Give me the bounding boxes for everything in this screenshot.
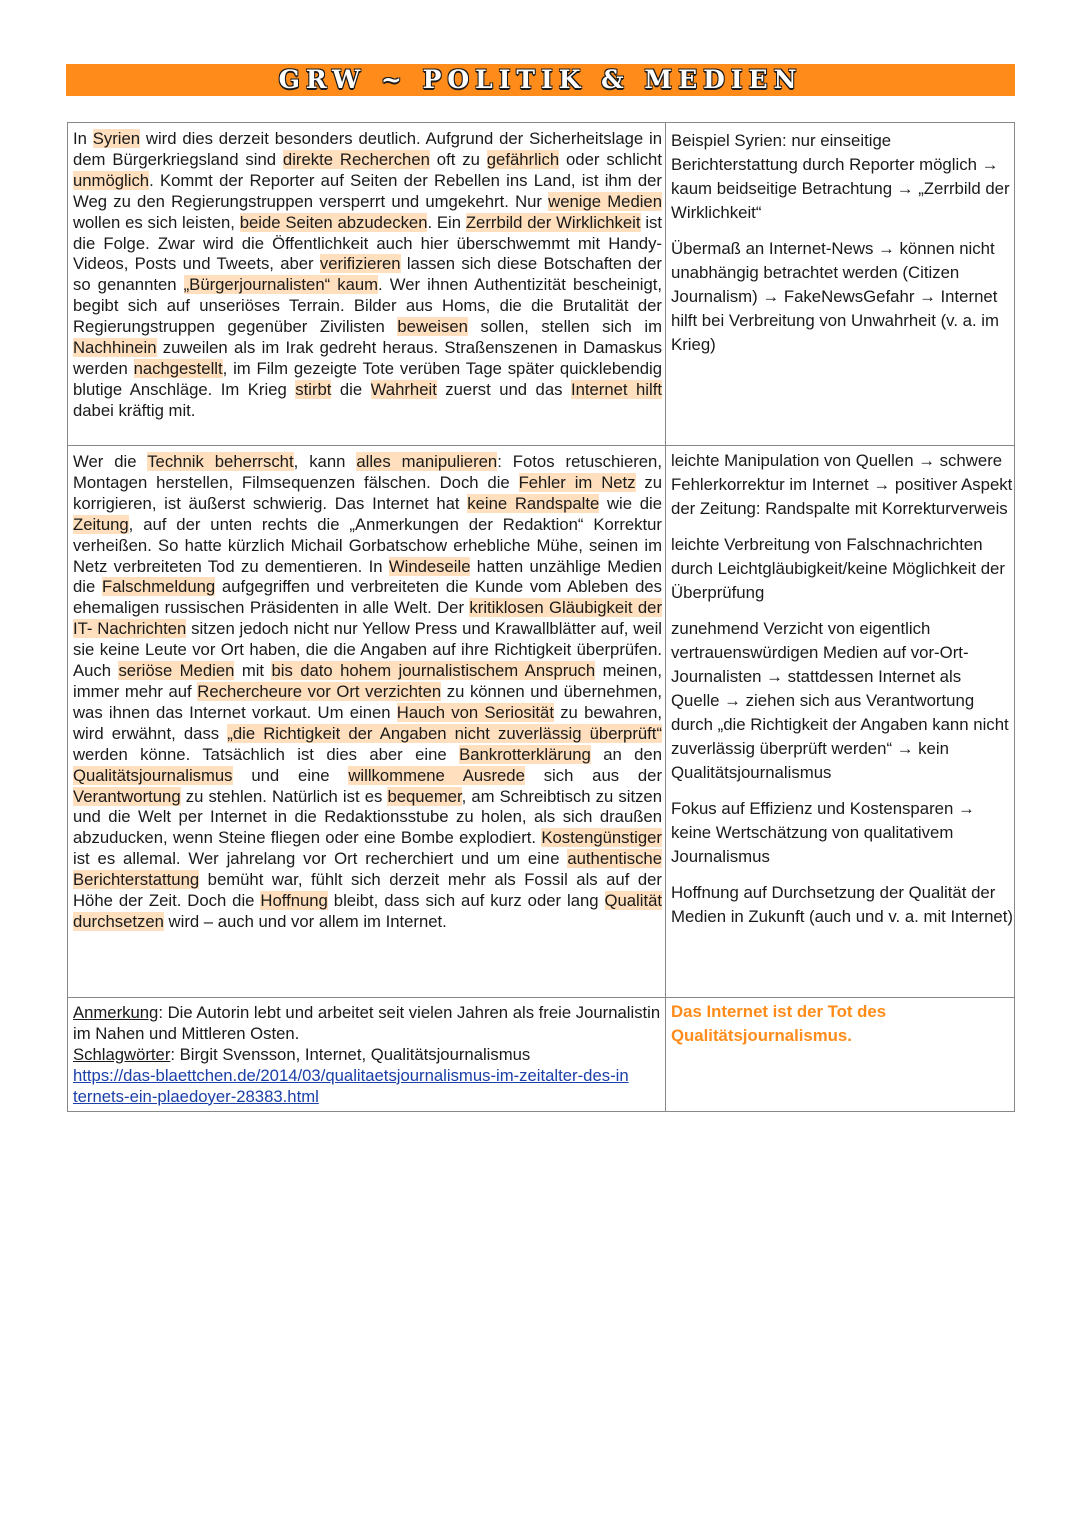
- note: Hoffnung auf Durchsetzung der Qualität der Medien in Zukunft (auch und v. a. mit Internet): [671, 883, 1014, 926]
- highlight: unmöglich: [73, 170, 150, 190]
- highlight: Verantwortung: [73, 786, 181, 806]
- highlight: „die Richtigkeit der Angaben nicht zuverlässig überprüft“: [227, 723, 663, 743]
- highlight: Syrien: [92, 129, 141, 148]
- note: leichte Manipulation von Quellen → schwere Fehlerkorrektur im Internet → positiver Aspekt der Zeitung: Randspalte mit Korrekturverweis: [671, 451, 1013, 518]
- highlight: Fehler im Netz: [518, 472, 636, 492]
- column-divider: [665, 123, 666, 1111]
- source-info: [73, 1003, 662, 1108]
- highlight: stirbt: [295, 379, 332, 399]
- highlight: Zerrbild der Wirklichkeit: [465, 212, 641, 232]
- highlight: Hauch von Seriosität: [396, 702, 554, 722]
- highlight: bequemer: [387, 786, 462, 806]
- highlight: willkommene Ausrede: [348, 765, 525, 785]
- highlight: Bankrotterklärung: [459, 744, 591, 764]
- note-label: Anmerkung: [73, 1003, 159, 1022]
- keywords: [73, 1045, 662, 1066]
- paragraph: In Syrien wird dies derzeit besonders deutlich. Aufgrund der Sicherheitslage in dem Bürgerkriegsland sind direkte Recherchen oft zu gefährlich oder schlicht unmöglich. Kommt der Reporter auf Seiten der Rebellen ins Land, ist ihm der Weg zu den Regierungstruppen versperrt und umgekehrt. Nur wenige Medien wollen es sich leisten, beide Seiten abzudecken. Ein Zerrbild der Wirklichkeit ist die Folge. Zwar wird die Öffentlichkeit auch hier überschwemmt mit Handy-Videos, Posts und Tweets, aber verifizieren lassen sich diese Botschaften der so genannten „Bürgerjournalisten“ kaum. Wer ihnen Authentizität bescheinigt, begibt sich auf unseriöses Terrain. Bilder aus Homs, die die Brutalität der Regierungstruppen gegenüber Zivilisten beweisen sollen, stellen sich im Nachhinein zuweilen als im Irak gedreht heraus. Straßenszenen in Damaskus werden nachgestellt, im Film gezeigte Tote verüben Tage später quicklebendig blutige Anschläge. Im Krieg stirbt die Wahrheit zuerst und das Internet hilft dabei kräftig mit.: [73, 129, 663, 420]
- note-text: : Die Autorin lebt und arbeitet seit vielen Jahren als freie Journalistin im Nahen und Mittleren Osten.: [73, 1003, 661, 1043]
- highlight: Qualitätsjournalismus: [73, 765, 233, 785]
- highlight: wenige Medien: [548, 191, 662, 211]
- highlight: Hoffnung: [260, 891, 328, 911]
- note: leichte Verbreitung von Falschnachrichten durch Leichtgläubigkeit/keine Möglichkeit der Überprüfung: [671, 535, 1005, 602]
- row-divider: [68, 997, 1014, 998]
- title-banner: [66, 64, 1015, 96]
- highlight: Qualität durchsetzen: [73, 891, 663, 931]
- row-divider: [68, 445, 1014, 446]
- notes-table: [67, 122, 1015, 1112]
- keywords-label: Schlagwörter: [73, 1044, 171, 1064]
- highlight: Falschmeldung: [102, 577, 216, 597]
- highlight: alles manipulieren: [356, 452, 498, 471]
- source-text-syria: [73, 129, 662, 422]
- page-title: GRW ~ POLITIK & MEDIEN: [278, 65, 803, 94]
- highlight: authentische Berichterstattung: [73, 849, 662, 890]
- highlight: Kostengünstiger: [541, 828, 662, 848]
- highlight: Zeitung: [73, 514, 129, 534]
- highlight: gefährlich: [486, 149, 560, 169]
- highlight: Wahrheit: [370, 379, 437, 399]
- note: zunehmend Verzicht von eigentlich vertrauenswürdigen Medien auf vor-Ort-Journalisten → stattdessen Internet als Quelle → ziehen sich aus Verantwortung durch „die Richtigkeit der Angaben kann nicht zuverlässig überprüft werden“ → kein Qualitätsjournalismus: [671, 619, 1009, 782]
- highlight: beide Seiten abzudecken: [239, 212, 428, 232]
- author-note: [73, 1003, 662, 1045]
- highlight: nachgestellt: [133, 358, 223, 378]
- conclusion: Das Internet ist der Tot des Qualitätsjournalismus.: [671, 1002, 887, 1045]
- highlight: keine Randspalte: [467, 493, 600, 513]
- highlight: beweisen: [397, 317, 468, 337]
- highlight: seriöse Medien: [118, 661, 235, 681]
- highlight: Rechercheure vor Ort verzichten: [197, 681, 442, 701]
- notes-manipulation: [671, 449, 1013, 941]
- highlight: Windeseile: [388, 556, 471, 576]
- highlight: „Bürgerjournalisten“ kaum: [183, 275, 379, 295]
- highlight: Technik beherrscht: [147, 452, 294, 471]
- highlight: Nachhinein: [73, 338, 157, 358]
- note: Beispiel Syrien: nur einseitige Berichterstattung durch Reporter möglich → kaum beidseitige Betrachtung → „Zerrbild der Wirklichkeit“: [671, 131, 1010, 222]
- highlight: direkte Recherchen: [282, 149, 430, 169]
- keywords-text: : Birgit Svensson, Internet, Qualitätsjournalismus: [170, 1044, 531, 1064]
- paragraph: Wer die Technik beherrscht, kann alles manipulieren: Fotos retuschieren, Montagen herstellen, Filmsequenzen fälschen. Doch die Fehler im Netz zu korrigieren, ist äußerst schwierig. Das Internet hat keine Randspalte wie die Zeitung, auf der unten rechts die „Anmerkungen der Redaktion“ Korrektur verheißen. So hatte kürzlich Michail Gorbatschow erhebliche Mühe, seinen im Netz verbreiteten Tod zu dementieren. In Windeseile hatten unzählige Medien die Falschmeldung aufgegriffen und verbreiteten die Kunde vom Ableben des ehemaligen russischen Präsidenten in alle Welt. Der kritiklosen Gläubigkeit der IT- Nachrichten sitzen jedoch nicht nur Yellow Press und Krawallblätter auf, weil sie keine Leute vor Ort haben, die die Angaben auf ihre Richtigkeit überprüfen. Auch seriöse Medien mit bis dato hohem journalistischem Anspruch meinen, immer mehr auf Rechercheure vor Ort verzichten zu können und übernehmen, was ihnen das Internet vorkaut. Um einen Hauch von Seriosität zu bewahren, wird erwähnt, dass „die Richtigkeit der Angaben nicht zuverlässig überprüft“ werden könne. Tatsächlich ist dies aber eine Bankrotterklärung an den Qualitätsjournalismus und eine willkommene Ausrede sich aus der Verantwortung zu stehlen. Natürlich ist es bequemer, am Schreibtisch zu sitzen und die Welt per Internet in die Redaktionsstube zu holen, als sich draußen abzuducken, wenn Steine fliegen oder eine Bombe explodiert. Kostengünstiger ist es allemal. Wer jahrelang vor Ort recherchiert und um eine authentische Berichterstattung bemüht war, fühlt sich derzeit mehr als Fossil als auf der Höhe der Zeit. Doch die Hoffnung bleibt, dass sich auf kurz oder lang Qualität durchsetzen wird – auch und vor allem im Internet.: [73, 452, 663, 931]
- highlight: bis dato hohem journalistischem Anspruch: [271, 661, 596, 681]
- note: Fokus auf Effizienz und Kostensparen → keine Wertschätzung von qualitativem Journalismus: [671, 799, 975, 866]
- source-text-manipulation: [73, 452, 662, 933]
- source-link[interactable]: https://das-blaettchen.de/2014/03/qualitaetsjournalismus-im-zeitalter-des-internets-ein-plaedoyer-28383.html: [73, 1065, 629, 1106]
- notes-syria: [671, 129, 1013, 369]
- highlight: Internet hilft: [570, 379, 662, 399]
- highlight: verifizieren: [319, 254, 401, 274]
- highlight: kritiklosen Gläubigkeit der IT- Nachrichten: [73, 598, 662, 639]
- note: Übermaß an Internet-News → können nicht unabhängig betrachtet werden (Citizen Journalism) → FakeNewsGefahr → Internet hilft bei Verbreitung von Unwahrheit (v. a. im Krieg): [671, 239, 1000, 354]
